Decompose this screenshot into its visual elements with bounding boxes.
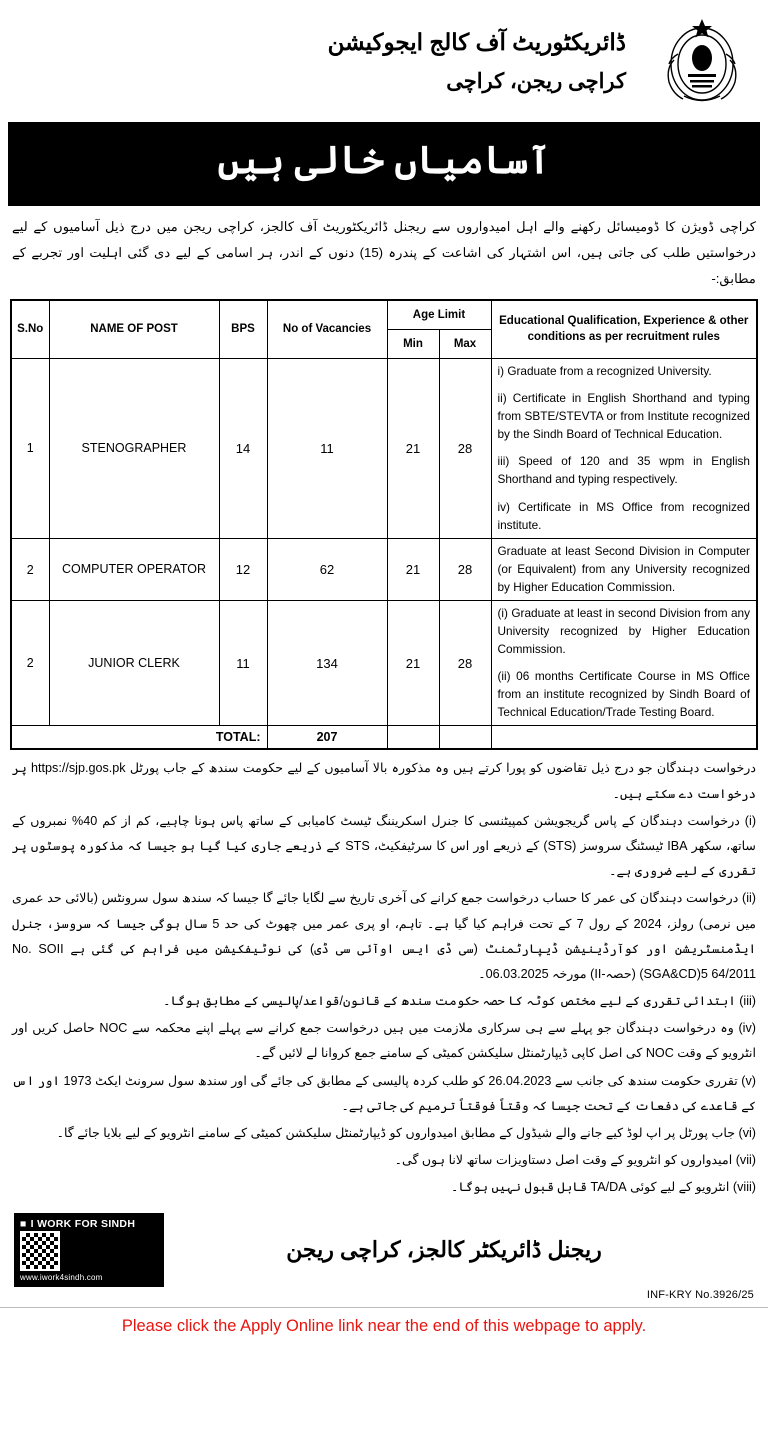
cell-age-min: 21 [387, 601, 439, 726]
condition-item: (i) درخواست دہندگان کے پاس گریجویشن کمپیٹنسی کا جنرل اسکریننگ ٹیسٹ کامیابی کے ساتھ پاس ہونا چاہیے، کم از کم 40% نمبروں کے ساتھ، سکھر IBA ٹیسٹنگ سروسز (STS) کے ذریعے اور اس کا سرٹیفکیٹ، STS کے ذریعے جاری کیا گیا ہو جیسا کہ مذکورہ پوسٹوں پر تقرری کے لیے ضروری ہے۔ [12, 813, 757, 879]
education-line: i) Graduate from a recognized University. [497, 363, 712, 378]
cell-age-max: 28 [439, 601, 491, 726]
cell-age-min: 21 [387, 358, 439, 539]
cell-vacancies: 62 [267, 539, 387, 601]
banner-text: آسامیاں خالی ہیں [217, 140, 551, 182]
condition-item: (ii) درخواست دہندگان کی عمر کا حساب درخواست جمع کرانے کی آخری تاریخ سے لگایا جائے گا جیسا کہ سندھ سول سرونٹس (بالائی حد عمری میں نرمی) رولز، 2024 کے رول 7 کے تحت فراہم کیا گیا ہے۔ تاہم، او پری عمر میں چھوٹ کی حد 5 سال ہوگی جیسا کہ سروسز، جنرل ایڈمنسٹریشن اور کوآرڈینیشن ڈیپارٹمنٹ (سی ڈی ایس اوآئی سی ڈی) کی نوٹیفکیشن میں فراہم کی گئی ہے No. SOII (SGA&CD)5 64/2011 (حصہ-II) مورخہ 06.03.2025۔ [12, 891, 757, 981]
th-bps: BPS [219, 300, 267, 359]
total-empty-max [439, 726, 491, 750]
page-header [0, 0, 768, 116]
directorate-title: ڈائریکٹوریٹ آف کالج ایجوکیشن [327, 28, 626, 55]
table-total-row [11, 726, 757, 750]
condition-item: (v) تقرری حکومت سندھ کی جانب سے 26.04.2023 کو طلب کردہ پالیسی کے مطابق کی جائے گی اور سندھ سول سرونٹ ایکٹ 1973 اور اس کے قاعدے کی دفعات کے تحت جیسا کہ وقتاً فوقتاً ترمیم کی جاتی ہے۔ [12, 1073, 756, 1113]
person-icon: ■ [20, 1217, 27, 1230]
cell-sno: 2 [11, 539, 49, 601]
condition-item: (vi) جاب پورٹل پر اپ لوڈ کیے جانے والے شیڈول کے مطابق امیدواروں کو ڈیپارٹمنٹل سلیکشن کمیٹی کے سامنے انٹرویو کے لیے بلایا جائے گا۔ [56, 1126, 756, 1141]
education-line: Graduate at least Second Division in Computer (or Equivalent) from any University recognized by Higher Education Commission. [497, 544, 750, 594]
jobs-table [10, 299, 758, 751]
jobs-table-head [11, 300, 757, 359]
inf-number: INF-KRY No.3926/25 [646, 1288, 754, 1301]
cell-education [491, 539, 757, 601]
cell-education [491, 601, 757, 726]
cell-bps: 14 [219, 358, 267, 539]
qr-code-icon[interactable] [20, 1231, 60, 1271]
cell-post: STENOGRAPHER [49, 358, 219, 539]
condition-item: (viii) انٹرویو کے لیے کوئی TA/DA قابل قبول نہیں ہوگا۔ [451, 1180, 756, 1195]
table-row [11, 539, 757, 601]
logo-title-row [20, 1218, 158, 1230]
education-line: ii) Certificate in English Shorthand and typing from SBTE/STEVTA or from Institute recognized by the Sindh Board of Technical Education. [497, 391, 750, 441]
condition-item: (vii) امیدواروں کو انٹرویو کے وقت اصل دستاویزات ساتھ لانا ہوں گی۔ [394, 1153, 756, 1168]
th-post: NAME OF POST [49, 300, 219, 359]
intro-paragraph: کراچی ڈویژن کا ڈومیسائل رکھنے والے اہل امیدواروں سے ریجنل ڈائریکٹوریٹ آف کالجز، کراچی ریجن میں درج ذیل آسامیوں کے لیے درخواستیں طلب کی جاتی ہیں، اس اشتہار کی اشاعت کے پندرہ (15) دنوں کے اندر، ہر اسامی کے لیے دی گئی اہلیت اور تجربے کے مطابق:- [12, 218, 756, 287]
cell-sno: 2 [11, 601, 49, 726]
cell-post: COMPUTER OPERATOR [49, 539, 219, 601]
th-age-min: Min [387, 329, 439, 358]
cell-vacancies: 134 [267, 601, 387, 726]
region-subtitle: کراچی ریجن، کراچی [446, 70, 626, 94]
table-header-row [11, 300, 757, 330]
cell-age-max: 28 [439, 358, 491, 539]
education-line: iii) Speed of 120 and 35 wpm in English Shorthand and typing respectively. [497, 454, 750, 487]
cell-sno: 1 [11, 358, 49, 539]
total-empty-min [387, 726, 439, 750]
table-row [11, 601, 757, 726]
cell-post: JUNIOR CLERK [49, 601, 219, 726]
condition-item: درخواست دہندگان جو درج ذیل تقاضوں کو پورا کرتے ہیں وہ مذکورہ بالا آسامیوں کے لیے حکومت سندھ کے جاب پورٹل https://sjp.gos.pk پر درخواست دے سکتے ہیں۔ [12, 761, 756, 801]
education-line: (i) Graduate at least in second Division from any University recognized by Higher Education Commission. [497, 606, 750, 656]
condition-item: (iv) وہ درخواست دہندگان جو پہلے سے ہی سرکاری ملازمت میں ہیں درخواست جمع کرانے سے پہلے اپنے محکمہ سے NOC حاصل کریں اور انٹرویو کے وقت NOC کی اصل کاپی ڈیپارٹمنٹل سلیکشن کمیٹی کے سامنے جمع کروانا لے لائیں گے۔ [12, 1021, 756, 1061]
page-footer [0, 1207, 768, 1289]
th-vacancies: No of Vacancies [267, 300, 387, 359]
cell-bps: 11 [219, 601, 267, 726]
th-education: Educational Qualification, Experience & other conditions as per recruitment rules [491, 300, 757, 359]
sindh-government-crest-icon [654, 14, 750, 110]
logo-url: www.iwork4sindh.com [20, 1272, 103, 1282]
logo-title: I WORK FOR SINDH [30, 1217, 136, 1230]
th-age-max: Max [439, 329, 491, 358]
cell-bps: 12 [219, 539, 267, 601]
cell-education [491, 358, 757, 539]
apply-online-note: Please click the Apply Online link near the end of this webpage to apply. [0, 1307, 768, 1347]
cell-age-max: 28 [439, 539, 491, 601]
education-line: (ii) 06 months Certificate Course in MS Office from an institute recognized by Sindh Board of Technical Education/Trade Testing Board. [497, 669, 750, 719]
conditions-list [0, 750, 768, 1206]
education-line: iv) Certificate in MS Office from recognized institute. [497, 499, 750, 532]
th-age-limit: Age Limit [387, 300, 491, 330]
jobs-table-body [11, 358, 757, 749]
signature-line: ریجنل ڈائریکٹر کالجز، کراچی ریجن [286, 1236, 602, 1262]
total-value: 207 [267, 726, 387, 750]
jobs-table-wrapper [0, 299, 768, 751]
th-sno: S.No [11, 300, 49, 359]
condition-item: (iii) ابتدائی تقرری کے لیے مختص کوٹہ کا حصہ حکومت سندھ کے قانون/قواعد/پالیسی کے مطابق ہوگا۔ [163, 994, 756, 1009]
total-empty-edu [491, 726, 757, 750]
vacancies-banner [8, 122, 760, 206]
total-label: TOTAL: [11, 726, 267, 750]
table-row [11, 358, 757, 539]
iwork4sindh-logo [14, 1213, 164, 1287]
cell-vacancies: 11 [267, 358, 387, 539]
cell-age-min: 21 [387, 539, 439, 601]
header-titles [18, 25, 636, 99]
logo-qr-row [20, 1231, 158, 1271]
